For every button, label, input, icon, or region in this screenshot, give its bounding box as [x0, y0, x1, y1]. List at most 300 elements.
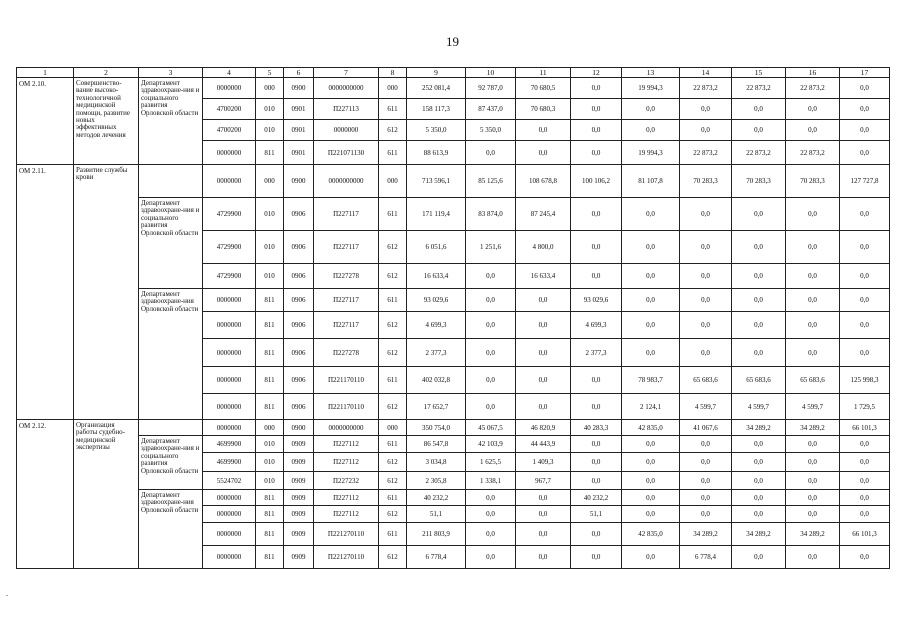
table-cell: 010 — [256, 198, 284, 231]
table-cell: 88 613,9 — [407, 141, 466, 165]
table-cell: 4 599,7 — [732, 394, 786, 420]
column-header: 2 — [74, 68, 139, 78]
table-cell: 010 — [256, 472, 284, 490]
table-row — [17, 420, 890, 436]
table-cell: 000 — [256, 165, 284, 198]
table-cell: 0000000 — [203, 490, 256, 506]
table-cell: 612 — [379, 506, 407, 523]
table-cell: 4699900 — [203, 436, 256, 453]
table-cell: 0,0 — [732, 490, 786, 506]
table-cell: 125 998,3 — [840, 367, 890, 394]
table-cell: 0909 — [284, 523, 314, 546]
table-cell: 0,0 — [622, 339, 680, 367]
table-cell: 0,0 — [732, 198, 786, 231]
table-cell: 611 — [379, 367, 407, 394]
table-cell: 010 — [256, 436, 284, 453]
executor-department: Департамент здравоохране-ния и социального развития Орловской области — [139, 78, 203, 165]
table-cell: 0,0 — [516, 141, 571, 165]
table-cell: 010 — [256, 264, 284, 289]
table-cell: 0,0 — [840, 506, 890, 523]
table-cell: 0909 — [284, 472, 314, 490]
table-cell: 78 983,7 — [622, 367, 680, 394]
table-row — [17, 78, 890, 99]
table-cell: 0,0 — [840, 141, 890, 165]
table-cell: 0000000 — [203, 394, 256, 420]
table-cell: П227232 — [314, 472, 379, 490]
table-cell: 0,0 — [466, 312, 516, 339]
table-cell: 0,0 — [571, 394, 622, 420]
table-cell: 44 443,9 — [516, 436, 571, 453]
table-cell: 0,0 — [840, 198, 890, 231]
table-cell: 0,0 — [622, 436, 680, 453]
table-cell: 34 289,2 — [732, 523, 786, 546]
table-cell: 0,0 — [571, 546, 622, 569]
table-cell: 86 547,8 — [407, 436, 466, 453]
table-cell: 0,0 — [786, 490, 840, 506]
table-cell: П221170110 — [314, 367, 379, 394]
table-cell: 4 599,7 — [786, 394, 840, 420]
table-cell: 811 — [256, 490, 284, 506]
table-cell: 713 596,1 — [407, 165, 466, 198]
table-cell: 0000000000 — [314, 420, 379, 436]
table-cell: 0,0 — [840, 312, 890, 339]
table-cell: 0,0 — [680, 120, 732, 141]
column-header: 17 — [840, 68, 890, 78]
table-cell: 6 778,4 — [407, 546, 466, 569]
table-cell: 010 — [256, 231, 284, 264]
table-cell: 0,0 — [571, 264, 622, 289]
table-cell: 611 — [379, 523, 407, 546]
table-cell: 0,0 — [840, 264, 890, 289]
table-cell: 40 232,2 — [407, 490, 466, 506]
table-cell: 127 727,8 — [840, 165, 890, 198]
table-cell: 0000000 — [203, 289, 256, 312]
table-cell: 0,0 — [840, 289, 890, 312]
table-cell: 0000000000 — [314, 165, 379, 198]
table-cell: П227117 — [314, 312, 379, 339]
table-cell: 612 — [379, 546, 407, 569]
table-cell: 0,0 — [732, 472, 786, 490]
table-cell: 0,0 — [680, 99, 732, 120]
table-cell: 402 032,8 — [407, 367, 466, 394]
table-cell: 34 289,2 — [786, 420, 840, 436]
table-cell: 158 117,3 — [407, 99, 466, 120]
table-cell: 0,0 — [732, 120, 786, 141]
table-cell: 5 350,0 — [466, 120, 516, 141]
table-cell: 010 — [256, 99, 284, 120]
table-cell: 0,0 — [571, 120, 622, 141]
stray-mark: . — [6, 589, 8, 598]
table-cell: 70 680,5 — [516, 78, 571, 99]
table-cell: 0,0 — [786, 289, 840, 312]
table-cell: 0000000 — [203, 420, 256, 436]
table-cell: 0,0 — [840, 546, 890, 569]
table-cell: 010 — [256, 120, 284, 141]
table-cell: 22 873,2 — [732, 141, 786, 165]
table-cell: 6 778,4 — [680, 546, 732, 569]
table-cell: 0000000 — [203, 165, 256, 198]
table-cell: 66 101,3 — [840, 523, 890, 546]
measure-name: Развитие службы крови — [74, 165, 139, 420]
column-header: 5 — [256, 68, 284, 78]
table-cell: 17 652,7 — [407, 394, 466, 420]
table-cell: 0,0 — [622, 312, 680, 339]
table-cell: 4729900 — [203, 264, 256, 289]
table-cell: 611 — [379, 436, 407, 453]
table-cell: 51,1 — [571, 506, 622, 523]
table-cell: 70 283,3 — [732, 165, 786, 198]
table-cell: 0,0 — [840, 120, 890, 141]
table-cell: 0,0 — [622, 120, 680, 141]
column-header: 6 — [284, 68, 314, 78]
measure-code: ОМ 2.10. — [17, 78, 74, 165]
table-cell: 0,0 — [466, 339, 516, 367]
table-cell: 16 633,4 — [407, 264, 466, 289]
table-cell: 0,0 — [622, 264, 680, 289]
table-cell: 0,0 — [466, 490, 516, 506]
table-cell: 0000000000 — [314, 78, 379, 99]
table-cell: П227278 — [314, 339, 379, 367]
table-cell: 22 873,2 — [786, 78, 840, 99]
table-cell: 0000000 — [203, 523, 256, 546]
table-cell: 0906 — [284, 312, 314, 339]
table-cell: 611 — [379, 99, 407, 120]
table-cell: 0,0 — [732, 231, 786, 264]
table-cell: 22 873,2 — [732, 78, 786, 99]
column-header: 11 — [516, 68, 571, 78]
table-cell: 3 034,8 — [407, 453, 466, 472]
table-cell: П221270110 — [314, 546, 379, 569]
table-cell: 0,0 — [466, 394, 516, 420]
table-cell: 0906 — [284, 289, 314, 312]
table-cell: 0906 — [284, 198, 314, 231]
table-cell: 65 683,6 — [786, 367, 840, 394]
table-cell: 42 103,9 — [466, 436, 516, 453]
table-cell: 45 067,5 — [466, 420, 516, 436]
table-cell: 0,0 — [516, 394, 571, 420]
table-cell: 81 107,8 — [622, 165, 680, 198]
table-cell: 0,0 — [516, 523, 571, 546]
table-cell: 0,0 — [571, 523, 622, 546]
table-cell: 22 873,2 — [680, 78, 732, 99]
column-header: 9 — [407, 68, 466, 78]
table-cell: П221270110 — [314, 523, 379, 546]
table-cell: 87 437,0 — [466, 99, 516, 120]
table-cell: 108 678,8 — [516, 165, 571, 198]
table-cell: 612 — [379, 339, 407, 367]
measure-code: ОМ 2.12. — [17, 420, 74, 569]
table-cell: П221170110 — [314, 394, 379, 420]
table-cell: 16 633,4 — [516, 264, 571, 289]
table-row — [17, 436, 890, 453]
table-cell: П227117 — [314, 289, 379, 312]
table-cell: 0,0 — [840, 78, 890, 99]
table-cell: 42 835,0 — [622, 420, 680, 436]
column-header: 12 — [571, 68, 622, 78]
table-cell: 4700200 — [203, 99, 256, 120]
table-cell: 0,0 — [466, 264, 516, 289]
table-cell: 0,0 — [786, 436, 840, 453]
table-cell: 22 873,2 — [680, 141, 732, 165]
measure-name: Организация работы судебно-медицинской экспертизы — [74, 420, 139, 569]
table-cell: 811 — [256, 367, 284, 394]
table-cell: 19 994,3 — [622, 78, 680, 99]
table-cell: 0,0 — [516, 490, 571, 506]
budget-table — [16, 67, 890, 569]
table-cell: 1 625,5 — [466, 453, 516, 472]
table-cell: 1 409,3 — [516, 453, 571, 472]
table-cell: 811 — [256, 523, 284, 546]
table-cell: 0,0 — [840, 339, 890, 367]
table-cell: 0,0 — [571, 99, 622, 120]
table-cell: 0,0 — [732, 546, 786, 569]
table-cell: 66 101,3 — [840, 420, 890, 436]
table-cell: 252 081,4 — [407, 78, 466, 99]
table-cell: 0,0 — [622, 289, 680, 312]
table-cell: 811 — [256, 546, 284, 569]
table-cell: 0,0 — [732, 339, 786, 367]
table-cell: 000 — [379, 78, 407, 99]
table-cell: 2 377,3 — [407, 339, 466, 367]
table-cell: 0,0 — [622, 453, 680, 472]
table-cell: 0,0 — [516, 312, 571, 339]
column-header: 7 — [314, 68, 379, 78]
table-cell: П227117 — [314, 198, 379, 231]
table-cell: 0906 — [284, 367, 314, 394]
table-cell: 0000000 — [314, 120, 379, 141]
table-cell: 811 — [256, 289, 284, 312]
table-cell: 0,0 — [786, 198, 840, 231]
table-cell: 4 699,3 — [407, 312, 466, 339]
table-cell: 0906 — [284, 394, 314, 420]
table-cell: 0,0 — [786, 120, 840, 141]
measure-name: Совершенство-вание высоко-технологичной медицинской помощи, развитие новых эффективных методов лечения — [74, 78, 139, 165]
table-cell: 93 029,6 — [407, 289, 466, 312]
executor-department: Департамент здравоохране-ния Орловской области — [139, 289, 203, 420]
table-row — [17, 198, 890, 231]
table-cell: 92 787,0 — [466, 78, 516, 99]
table-cell: 0900 — [284, 165, 314, 198]
table-cell: 612 — [379, 312, 407, 339]
table-cell: 34 289,2 — [786, 523, 840, 546]
table-cell: 0,0 — [516, 120, 571, 141]
table-cell: 010 — [256, 453, 284, 472]
table-cell: 19 994,3 — [622, 141, 680, 165]
table-cell: П227112 — [314, 436, 379, 453]
table-cell: 0909 — [284, 546, 314, 569]
table-cell: 0,0 — [516, 339, 571, 367]
table-cell: 0,0 — [516, 546, 571, 569]
table-cell: 0000000 — [203, 506, 256, 523]
table-cell: 2 124,1 — [622, 394, 680, 420]
table-cell: 350 754,0 — [407, 420, 466, 436]
table-cell: 612 — [379, 394, 407, 420]
table-cell: 0901 — [284, 120, 314, 141]
table-cell: 4 699,3 — [571, 312, 622, 339]
table-cell: 0901 — [284, 141, 314, 165]
table-cell: 51,1 — [407, 506, 466, 523]
table-cell: 0,0 — [622, 231, 680, 264]
table-cell: 0,0 — [680, 289, 732, 312]
table-cell: 34 289,2 — [680, 523, 732, 546]
table-cell: 0,0 — [466, 141, 516, 165]
table-cell: 22 873,2 — [786, 141, 840, 165]
table-cell: 34 289,2 — [732, 420, 786, 436]
executor-department — [139, 165, 203, 198]
table-cell: 0,0 — [786, 339, 840, 367]
table-cell: 0,0 — [680, 472, 732, 490]
table-cell: 0,0 — [840, 490, 890, 506]
table-cell: 0,0 — [786, 472, 840, 490]
table-cell: 0,0 — [571, 78, 622, 99]
table-cell: 000 — [256, 420, 284, 436]
table-cell: 65 683,6 — [680, 367, 732, 394]
executor-department: Департамент здравоохране-ния Орловской области — [139, 490, 203, 569]
table-cell: 0,0 — [732, 264, 786, 289]
table-cell: 0,0 — [732, 436, 786, 453]
table-cell: 811 — [256, 394, 284, 420]
table-cell: 171 119,4 — [407, 198, 466, 231]
column-header: 13 — [622, 68, 680, 78]
table-cell: 0,0 — [680, 506, 732, 523]
table-cell: 0,0 — [622, 99, 680, 120]
table-cell: 000 — [379, 420, 407, 436]
table-cell: 0909 — [284, 436, 314, 453]
table-cell: 0,0 — [622, 472, 680, 490]
table-cell: 0,0 — [622, 198, 680, 231]
table-cell: 85 125,6 — [466, 165, 516, 198]
table-cell: 0,0 — [516, 367, 571, 394]
table-cell: 811 — [256, 506, 284, 523]
table-cell: 65 683,6 — [732, 367, 786, 394]
table-cell: П227113 — [314, 99, 379, 120]
table-cell: 0000000 — [203, 78, 256, 99]
table-cell: 0,0 — [622, 490, 680, 506]
table-cell: 0906 — [284, 231, 314, 264]
table-cell: 0909 — [284, 506, 314, 523]
table-cell: П227112 — [314, 506, 379, 523]
table-cell: 0,0 — [840, 231, 890, 264]
page-number: 19 — [446, 34, 459, 49]
table-cell: 612 — [379, 453, 407, 472]
table-cell: 000 — [256, 78, 284, 99]
executor-department: Департамент здравоохране-ния и социального развития Орловской области — [139, 198, 203, 289]
table-cell: 4700200 — [203, 120, 256, 141]
table-cell: 2 305,8 — [407, 472, 466, 490]
table-cell: 0,0 — [786, 99, 840, 120]
table-cell: 000 — [379, 165, 407, 198]
table-cell: 0,0 — [571, 436, 622, 453]
table-cell: 4729900 — [203, 231, 256, 264]
table-cell: 0000000 — [203, 546, 256, 569]
table-cell: 612 — [379, 231, 407, 264]
table-cell: 70 283,3 — [786, 165, 840, 198]
column-header: 3 — [139, 68, 203, 78]
table-cell: 0,0 — [732, 453, 786, 472]
executor-department — [139, 420, 203, 436]
table-cell: 0,0 — [680, 453, 732, 472]
table-cell: 1 338,1 — [466, 472, 516, 490]
column-header: 14 — [680, 68, 732, 78]
table-cell: 0,0 — [732, 506, 786, 523]
table-cell: 0909 — [284, 453, 314, 472]
table-cell: 0,0 — [571, 453, 622, 472]
table-cell: 1 251,6 — [466, 231, 516, 264]
table-cell: 0900 — [284, 78, 314, 99]
table-cell: 0,0 — [466, 523, 516, 546]
table-cell: 811 — [256, 339, 284, 367]
table-cell: 42 835,0 — [622, 523, 680, 546]
table-cell: 70 680,3 — [516, 99, 571, 120]
table-cell: 0,0 — [680, 231, 732, 264]
table-cell: 0,0 — [571, 141, 622, 165]
table-cell: П227112 — [314, 453, 379, 472]
table-cell: 0,0 — [786, 312, 840, 339]
table-cell: 0000000 — [203, 367, 256, 394]
table-cell: 0,0 — [786, 506, 840, 523]
table-cell: 0906 — [284, 264, 314, 289]
table-cell: 0,0 — [571, 472, 622, 490]
table-cell: 611 — [379, 490, 407, 506]
table-cell: 87 245,4 — [516, 198, 571, 231]
table-cell: 0,0 — [786, 453, 840, 472]
table-cell: 611 — [379, 289, 407, 312]
table-cell: 0,0 — [466, 289, 516, 312]
table-cell: 1 729,5 — [840, 394, 890, 420]
table-cell: 40 283,3 — [571, 420, 622, 436]
table-cell: 0,0 — [732, 99, 786, 120]
table-cell: 0000000 — [203, 339, 256, 367]
table-cell: 611 — [379, 198, 407, 231]
table-cell: 93 029,6 — [571, 289, 622, 312]
column-header: 8 — [379, 68, 407, 78]
table-cell: 4 599,7 — [680, 394, 732, 420]
table-row — [17, 490, 890, 506]
table-cell: 100 106,2 — [571, 165, 622, 198]
table-cell: 0,0 — [786, 231, 840, 264]
table-cell: 0,0 — [732, 312, 786, 339]
table-cell: 0,0 — [732, 289, 786, 312]
table-cell: 0000000 — [203, 141, 256, 165]
table-cell: 612 — [379, 472, 407, 490]
table-cell: 40 232,2 — [571, 490, 622, 506]
table-cell: П221071130 — [314, 141, 379, 165]
table-cell: 0,0 — [622, 506, 680, 523]
table-cell: 967,7 — [516, 472, 571, 490]
table-cell: 5 350,0 — [407, 120, 466, 141]
table-cell: 4729900 — [203, 198, 256, 231]
table-cell: 2 377,3 — [571, 339, 622, 367]
table-cell: 0,0 — [516, 289, 571, 312]
column-header: 15 — [732, 68, 786, 78]
table-row — [17, 289, 890, 312]
table-cell: 0,0 — [680, 312, 732, 339]
table-cell: 612 — [379, 120, 407, 141]
table-cell: 0,0 — [840, 436, 890, 453]
table-cell: 0900 — [284, 420, 314, 436]
table-cell: 4699900 — [203, 453, 256, 472]
table-row — [17, 165, 890, 198]
table-cell: П227278 — [314, 264, 379, 289]
executor-department: Департамент здравоохране-ния и социального развития Орловской области — [139, 436, 203, 490]
table-cell: 0901 — [284, 99, 314, 120]
table-cell: 0,0 — [840, 99, 890, 120]
table-cell: 611 — [379, 141, 407, 165]
table-cell: 0,0 — [466, 506, 516, 523]
table-cell: 0,0 — [680, 490, 732, 506]
table-cell: 0,0 — [680, 198, 732, 231]
table-body — [17, 68, 890, 569]
